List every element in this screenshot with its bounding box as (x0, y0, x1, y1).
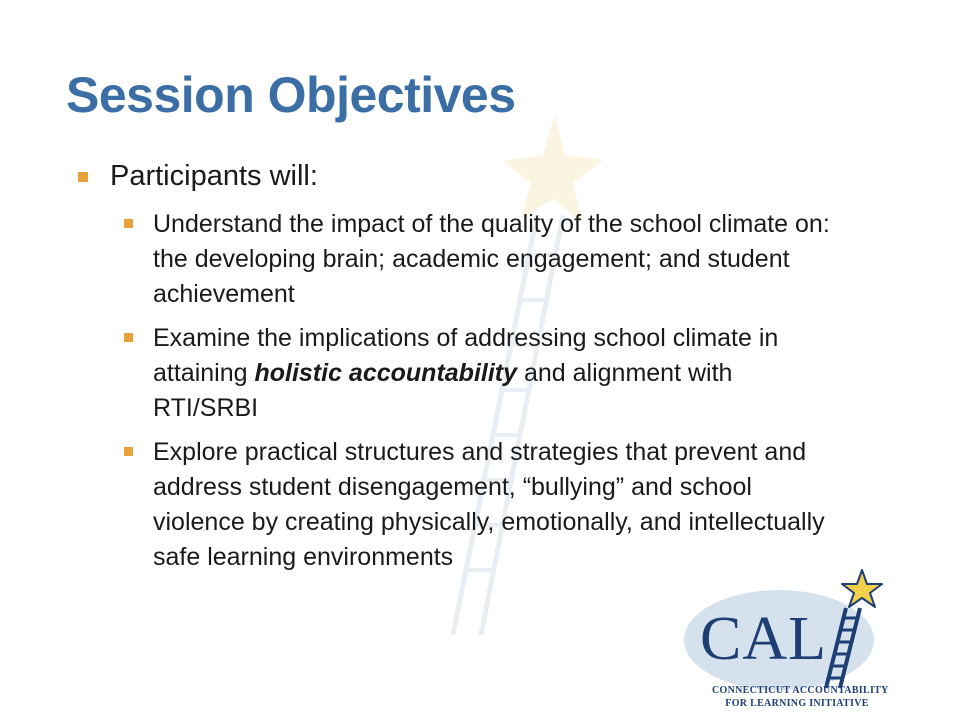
logo-caption-line1: CONNECTICUT ACCOUNTABILITY (712, 685, 889, 696)
objective-item (124, 321, 844, 426)
cali-logo (682, 568, 892, 716)
objective-item (124, 435, 844, 575)
square-bullet-icon (124, 333, 133, 342)
logo-caption-line2: FOR LEARNING INITIATIVE (725, 698, 869, 709)
objective-text-start: Examine the implications of addressing school climate in attaining (153, 324, 779, 387)
objective-item (124, 207, 844, 312)
objective-emphasis: holistic accountability (254, 359, 518, 387)
slide-title: Session Objectives (66, 67, 516, 123)
square-bullet-icon (124, 447, 133, 456)
objectives-list (124, 207, 844, 584)
intro-text: Participants will: (110, 160, 318, 192)
square-bullet-icon (78, 172, 88, 182)
logo-wordmark: CAL (700, 605, 827, 673)
objective-text: Understand the impact of the quality of the school climate on: the developing brain; academic engagement; and student achievement (153, 210, 830, 308)
star-ladder-icon (820, 568, 890, 694)
objective-text: Explore practical structures and strategies that prevent and address student disengagement, “bullying” and school violence by creating physically, emotionally, and intellectually safe learning environments (153, 438, 825, 571)
square-bullet-icon (124, 219, 133, 228)
logo-caption (712, 684, 889, 710)
objective-text-end: and alignment with RTI/SRBI (153, 359, 733, 422)
logo-star-icon (842, 570, 882, 607)
